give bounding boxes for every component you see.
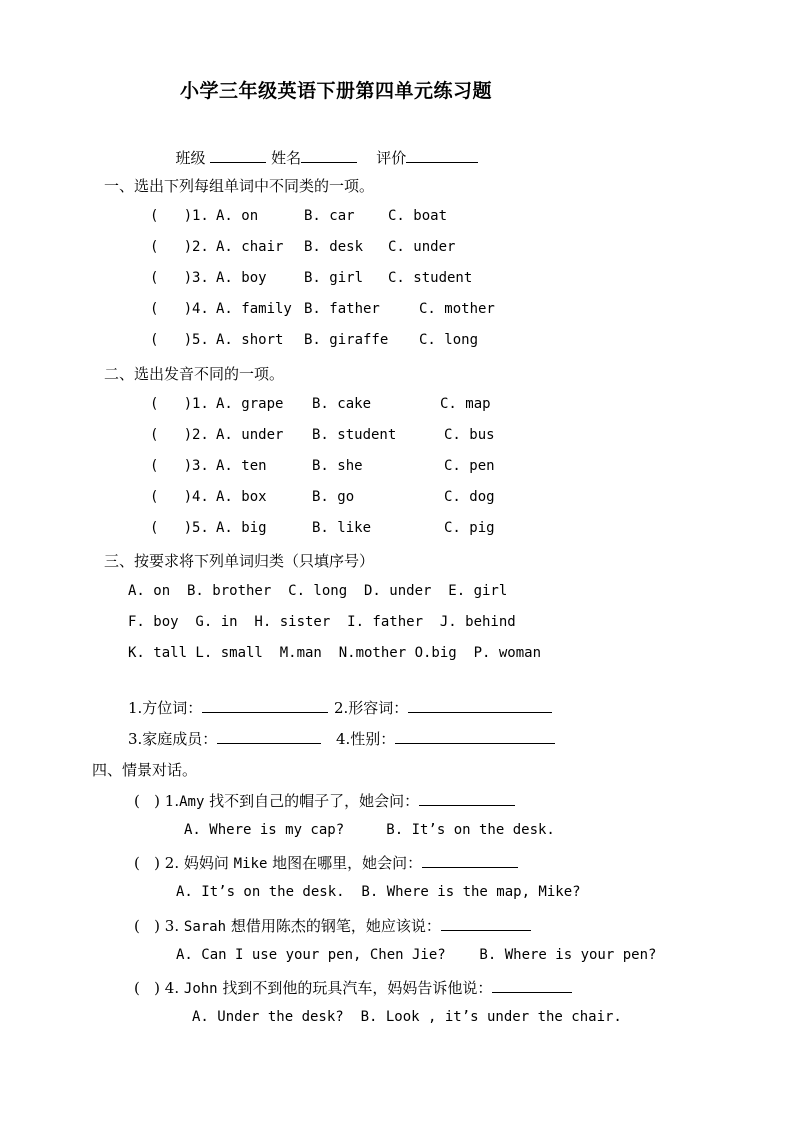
dialogue-question [134,915,531,936]
answer-blank[interactable] [492,978,572,993]
item-number: 1. [192,396,209,412]
item-number: 2. [192,427,209,443]
answer-paren[interactable]: ( ) [150,520,193,536]
dialogue-question [134,852,518,873]
option-c: C. pen [444,458,495,474]
name-label: 姓名 [271,149,302,167]
option-c: C. bus [444,427,495,443]
option-a: A. ten [216,458,267,474]
option-b: B. desk [304,239,364,255]
option-b: B. giraffe [304,332,389,348]
question-text: 地图在哪里，她会问： [267,854,423,872]
answer-paren[interactable]: ( ) [134,917,161,935]
option-b: B. student [312,427,397,443]
question-text: 找不到自己的帽子了，她会问： [204,792,420,810]
question-number: 4. [164,979,180,997]
option-a: A. big [216,520,267,536]
option-a: A. box [216,489,267,505]
item-number: 4. [192,489,209,505]
question-name: John [183,981,218,997]
question-name: Amy [179,794,205,810]
item-number: 5. [192,332,209,348]
option-a: A. short [216,332,284,348]
option-b: B. cake [312,396,372,412]
dialogue-options: A. It’s on the desk. B. Where is the map, Mike? [176,884,581,900]
category-label: 4.性别： [336,730,396,748]
option-b: B. like [312,520,372,536]
name-blank[interactable] [301,148,357,163]
dialogue-options: A. Under the desk? B. Look , it’s under the chair. [192,1009,622,1025]
dialogue-question [134,790,515,811]
category-label: 3.家庭成员： [128,730,218,748]
option-c: C. dog [444,489,495,505]
option-c: C. long [419,332,479,348]
question-number: 1. [164,792,180,810]
option-b: B. car [304,208,355,224]
option-b: B. father [304,301,380,317]
word-bank-line: K. tall L. small M.man N.mother O.big P. woman [128,645,542,661]
answer-paren[interactable]: ( ) [150,396,193,412]
category-blank[interactable] [408,698,552,713]
answer-paren[interactable]: ( ) [150,489,193,505]
option-c: C. boat [388,208,448,224]
question-name: Sarah [183,919,227,935]
option-b: B. girl [304,270,364,286]
answer-paren[interactable]: ( ) [150,301,193,317]
option-c: C. map [440,396,491,412]
dialogue-options: A. Where is my cap? B. It’s on the desk. [184,822,555,838]
page-title: 小学三年级英语下册第四单元练习题 [180,80,493,102]
answer-paren[interactable]: ( ) [150,239,193,255]
question-text: 想借用陈杰的钢笔，她应该说： [226,917,441,935]
section-4-heading: 四、情景对话。 [92,761,198,779]
item-number: 1. [192,208,209,224]
category-family [128,728,321,749]
question-name: Mike [233,856,268,872]
option-a: A. on [216,208,259,224]
category-blank[interactable] [217,729,321,744]
grade-blank[interactable] [406,148,478,163]
option-a: A. grape [216,396,284,412]
option-a: A. under [216,427,284,443]
item-number: 3. [192,458,209,474]
answer-paren[interactable]: ( ) [150,427,193,443]
class-blank[interactable] [210,148,266,163]
question-number: 2. [164,854,180,872]
dialogue-question [134,977,572,998]
answer-blank[interactable] [441,916,531,931]
option-c: C. under [388,239,456,255]
option-c: C. mother [419,301,495,317]
question-number: 3. [164,917,180,935]
section-2-heading: 二、选出发音不同的一项。 [104,365,285,383]
item-number: 3. [192,270,209,286]
answer-paren[interactable]: ( ) [150,332,193,348]
info-line [166,129,478,168]
answer-paren[interactable]: ( ) [150,270,193,286]
section-3-heading: 三、按要求将下列单词归类（只填序号） [104,552,375,570]
category-blank[interactable] [395,729,555,744]
question-text: 找到不到他的玩具汽车，妈妈告诉他说： [217,979,493,997]
option-c: C. student [388,270,473,286]
option-c: C. pig [444,520,495,536]
item-number: 2. [192,239,209,255]
section-1-heading: 一、选出下列每组单词中不同类的一项。 [104,177,375,195]
word-bank-line: F. boy G. in H. sister I. father J. behind [128,614,516,630]
option-a: A. chair [216,239,284,255]
category-blank[interactable] [202,698,328,713]
dialogue-options: A. Can I use your pen, Chen Jie? B. Where is your pen? [176,947,657,963]
category-label: 2.形容词： [334,699,409,717]
item-number: 4. [192,301,209,317]
category-adjectives [334,697,552,718]
category-gender [336,728,555,749]
answer-blank[interactable] [419,791,515,806]
category-label: 1.方位词： [128,699,203,717]
answer-blank[interactable] [422,853,518,868]
word-bank-line: A. on B. brother C. long D. under E. girl [128,583,508,599]
answer-paren[interactable]: ( ) [134,854,161,872]
option-b: B. go [312,489,355,505]
grade-label: 评价 [376,149,407,167]
answer-paren[interactable]: ( ) [150,208,193,224]
option-b: B. she [312,458,363,474]
question-text: 妈妈问 [179,854,234,872]
answer-paren[interactable]: ( ) [134,792,161,810]
answer-paren[interactable]: ( ) [150,458,193,474]
answer-paren[interactable]: ( ) [134,979,161,997]
category-prepositions [128,697,328,718]
option-a: A. family [216,301,292,317]
item-number: 5. [192,520,209,536]
class-label: 班级 [175,149,206,167]
option-a: A. boy [216,270,267,286]
